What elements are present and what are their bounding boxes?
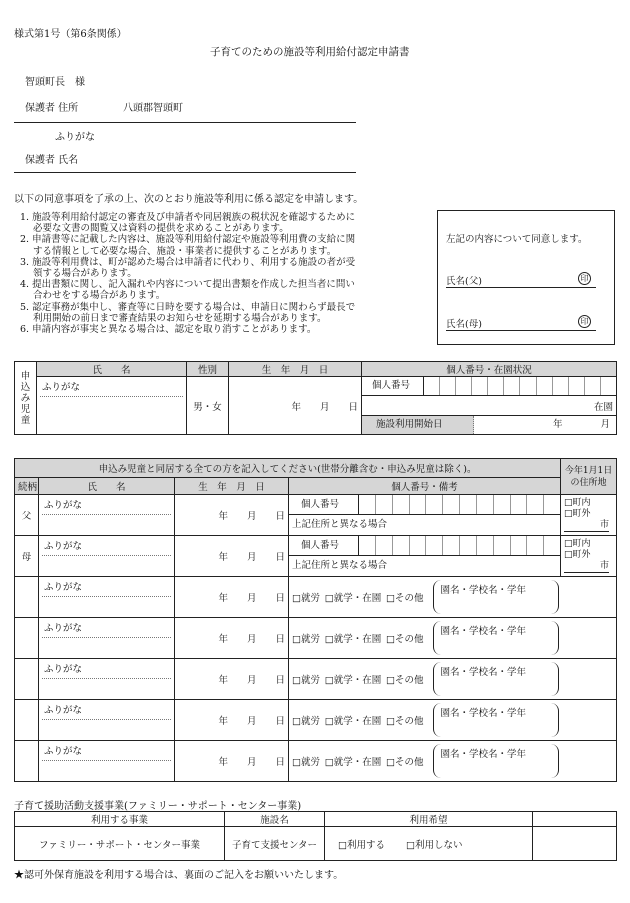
work-checkbox[interactable]: □就労: [292, 716, 320, 727]
consent-item-cont: 利用開始の前日まで審査結果のお知らせを延期する場合があります。: [33, 312, 327, 324]
id-number-label: 個人番号: [289, 536, 359, 555]
support-blank-header: [533, 812, 617, 827]
furigana-label: ふりがな: [42, 620, 171, 638]
agree-box: [437, 210, 615, 345]
consent-item: 1. 施設等利用給付認定の審査及び申請者や同居親族の税状況を確認するために: [20, 212, 356, 223]
consent-item: 5. 認定事務が集中し、審査等に日時を要する場合は、申請日に関わらず最長で: [20, 301, 356, 313]
household-dob-cell[interactable]: 年 月 日: [175, 618, 289, 659]
mother-name-label: 氏名(母): [446, 319, 482, 330]
household-row-mother: [15, 536, 617, 577]
furigana-label: ふりがな: [42, 702, 171, 720]
status-cell[interactable]: [289, 741, 617, 782]
other-checkbox[interactable]: □その他: [385, 593, 424, 604]
household-row: [15, 659, 617, 700]
child-sex-cell[interactable]: 男・女: [187, 377, 229, 435]
town-out-checkbox[interactable]: □町外: [564, 550, 591, 560]
id-digit-boxes[interactable]: [359, 536, 560, 555]
other-address-label: 上記住所と異なる場合: [292, 519, 388, 530]
child-dob-cell[interactable]: 年 月 日: [229, 377, 362, 435]
child-start-label: 施設利用開始日: [362, 416, 474, 434]
school-label: 園名・学校名・学年: [440, 585, 526, 596]
consent-item-cont: 合わせをする場合があります。: [33, 290, 166, 302]
support-table: [14, 811, 617, 861]
guardian-address-value: 八頭郡智頭町: [123, 103, 183, 114]
household-dob-cell[interactable]: 年 月 日: [175, 659, 289, 700]
household-table: [14, 458, 617, 782]
household-row: [15, 700, 617, 741]
residence-cell[interactable]: [561, 495, 617, 536]
no-use-checkbox[interactable]: □利用しない: [406, 839, 463, 851]
address-underline: [14, 122, 356, 123]
household-id-cell[interactable]: [289, 536, 561, 577]
household-name-cell[interactable]: [39, 536, 175, 577]
relation-cell[interactable]: [15, 577, 39, 618]
guardian-address-label: 保護者 住所: [25, 103, 79, 114]
residence-header: 今年1月1日 の住所地: [561, 459, 617, 495]
town-out-checkbox[interactable]: □町外: [564, 509, 591, 519]
status-cell[interactable]: [289, 700, 617, 741]
town-in-checkbox[interactable]: □町内: [564, 498, 591, 508]
school-checkbox[interactable]: □就学・在園: [324, 757, 382, 768]
other-checkbox[interactable]: □その他: [385, 757, 424, 768]
relation-cell[interactable]: [15, 659, 39, 700]
child-start-value[interactable]: 年 月: [552, 419, 610, 430]
child-enrollment-cell[interactable]: 在園: [362, 396, 617, 416]
work-checkbox[interactable]: □就労: [292, 593, 320, 604]
school-name-bracket[interactable]: [433, 621, 559, 655]
consent-item-cont: 必要な文書の閲覧又は資料の提供を求めることがあります。: [33, 223, 289, 235]
facility-header: 施設名: [225, 812, 325, 827]
name-underline: [14, 172, 356, 173]
household-dob-cell[interactable]: 年 月 日: [175, 577, 289, 618]
support-blank-cell[interactable]: [533, 827, 617, 861]
furigana-label: ふりがな: [42, 661, 171, 679]
child-sex-header: 性別: [187, 362, 229, 377]
relation-cell[interactable]: [15, 741, 39, 782]
relation-header: 続柄: [15, 478, 39, 495]
household-row-father: [15, 495, 617, 536]
child-furigana-label: ふりがな: [40, 379, 183, 397]
intro-text: 以下の同意事項を了承の上、次のとおり施設等利用に係る認定を申請します。: [14, 194, 364, 205]
father-seal: 印: [578, 272, 591, 285]
furigana-label: ふりがな: [42, 743, 171, 761]
city-label: 市: [564, 520, 609, 532]
work-checkbox[interactable]: □就労: [292, 675, 320, 686]
household-row: [15, 618, 617, 659]
father-name-label: 氏名(父): [446, 276, 482, 287]
household-row: [15, 741, 617, 782]
hope-options: [325, 827, 533, 861]
town-in-checkbox[interactable]: □町内: [564, 539, 591, 549]
mother-seal: 印: [578, 315, 591, 328]
household-id-cell[interactable]: [289, 495, 561, 536]
use-checkbox[interactable]: □利用する: [338, 839, 385, 851]
consent-item-cont: 領する場合があります。: [33, 268, 137, 280]
consent-list: [20, 212, 355, 335]
child-id-header: 個人番号・在園状況: [362, 362, 617, 377]
status-cell[interactable]: [289, 659, 617, 700]
child-id-cell[interactable]: [362, 377, 617, 396]
school-checkbox[interactable]: □就学・在園: [324, 634, 382, 645]
footnote: ★認可外保育施設を利用する場合は、裏面のご記入をお願いいたします。: [14, 870, 344, 881]
consent-item: 3. 施設等利用費は、町が認めた場合は申請者に代わり、利用する施設の者が受: [20, 256, 356, 268]
household-id-header: 個人番号・備考: [289, 478, 561, 495]
mother-underline: [446, 330, 596, 331]
form-title: 子育てのための施設等利用給付認定申請書: [210, 46, 410, 58]
relation-cell: 母: [15, 536, 39, 577]
agree-text: 左記の内容について同意します。: [446, 234, 588, 245]
child-id-digit-boxes[interactable]: [424, 377, 616, 395]
relation-cell[interactable]: [15, 618, 39, 659]
relation-cell: 父: [15, 495, 39, 536]
service-header: 利用する事業: [15, 812, 225, 827]
school-label: 園名・学校名・学年: [440, 708, 526, 719]
household-dob-cell[interactable]: 年 月 日: [175, 700, 289, 741]
household-row: [15, 577, 617, 618]
household-name-cell[interactable]: [39, 659, 175, 700]
id-digit-boxes[interactable]: [359, 495, 560, 514]
school-name-bracket[interactable]: [433, 744, 559, 778]
service-value: ファミリー・サポート・センター事業: [15, 827, 225, 861]
school-label: 園名・学校名・学年: [440, 626, 526, 637]
household-name-cell[interactable]: [39, 577, 175, 618]
furigana-label: ふりがな: [42, 579, 171, 597]
household-name-cell[interactable]: [39, 741, 175, 782]
status-cell[interactable]: [289, 577, 617, 618]
child-id-label: 個人番号: [362, 377, 424, 395]
work-checkbox[interactable]: □就労: [292, 757, 320, 768]
child-side-label: 申 込 み 児 童: [15, 362, 37, 435]
school-label: 園名・学校名・学年: [440, 667, 526, 678]
household-dob-cell[interactable]: 年 月 日: [175, 495, 289, 536]
school-name-bracket[interactable]: [433, 580, 559, 614]
other-checkbox[interactable]: □その他: [385, 634, 424, 645]
facility-value: 子育て支援センター: [225, 827, 325, 861]
household-name-cell[interactable]: [39, 700, 175, 741]
household-dob-cell[interactable]: 年 月 日: [175, 741, 289, 782]
status-cell[interactable]: [289, 618, 617, 659]
father-underline: [446, 287, 596, 288]
support-section-title: 子育て援助活動支援事業(ファミリー・サポート・センター事業): [14, 801, 302, 812]
other-checkbox[interactable]: □その他: [385, 675, 424, 686]
child-start-date-cell[interactable]: [362, 416, 617, 435]
school-label: 園名・学校名・学年: [440, 749, 526, 760]
id-number-label: 個人番号: [289, 495, 359, 514]
child-name-header: 氏 名: [37, 362, 187, 377]
furigana-label: ふりがな: [42, 538, 171, 556]
relation-cell[interactable]: [15, 700, 39, 741]
school-checkbox[interactable]: □就学・在園: [324, 593, 382, 604]
other-checkbox[interactable]: □その他: [385, 716, 424, 727]
consent-item: 6. 申請内容が事実と異なる場合は、認定を取り消すことがあります。: [20, 324, 317, 336]
school-name-bracket[interactable]: [433, 703, 559, 737]
residence-cell[interactable]: [561, 536, 617, 577]
child-table: [14, 361, 617, 435]
child-dob-header: 生 年 月 日: [229, 362, 362, 377]
household-instruction: 申込み児童と同居する全ての方を記入してください(世帯分離含む・申込み児童は除く)。: [15, 459, 561, 478]
school-checkbox[interactable]: □就学・在園: [324, 675, 382, 686]
household-dob-header: 生 年 月 日: [175, 478, 289, 495]
school-name-bracket[interactable]: [433, 662, 559, 696]
work-checkbox[interactable]: □就労: [292, 634, 320, 645]
consent-item-cont: する情報として必要な場合、施設・事業者に提供することがあります。: [33, 245, 337, 257]
form-number: 様式第1号（第6条関係）: [14, 29, 127, 40]
consent-item: 4. 提出書類に関し、記入漏れや内容について提出書類を作成した担当者に問い: [20, 279, 355, 291]
city-label: 市: [564, 561, 609, 573]
addressee: 智頭町長 様: [25, 77, 85, 88]
household-name-header: 氏 名: [39, 478, 175, 495]
household-dob-cell[interactable]: 年 月 日: [175, 536, 289, 577]
school-checkbox[interactable]: □就学・在園: [324, 716, 382, 727]
child-name-cell[interactable]: [37, 377, 187, 435]
consent-item: 2. 申請書等に記載した内容は、施設等利用給付認定や施設等利用費の支給に関: [20, 234, 356, 246]
household-name-cell[interactable]: [39, 618, 175, 659]
furigana-label: ふりがな: [42, 497, 171, 515]
guardian-furigana-label: ふりがな: [55, 132, 95, 143]
household-name-cell[interactable]: [39, 495, 175, 536]
hope-header: 利用希望: [325, 812, 533, 827]
guardian-name-label: 保護者 氏名: [25, 155, 79, 166]
other-address-label: 上記住所と異なる場合: [292, 560, 388, 571]
